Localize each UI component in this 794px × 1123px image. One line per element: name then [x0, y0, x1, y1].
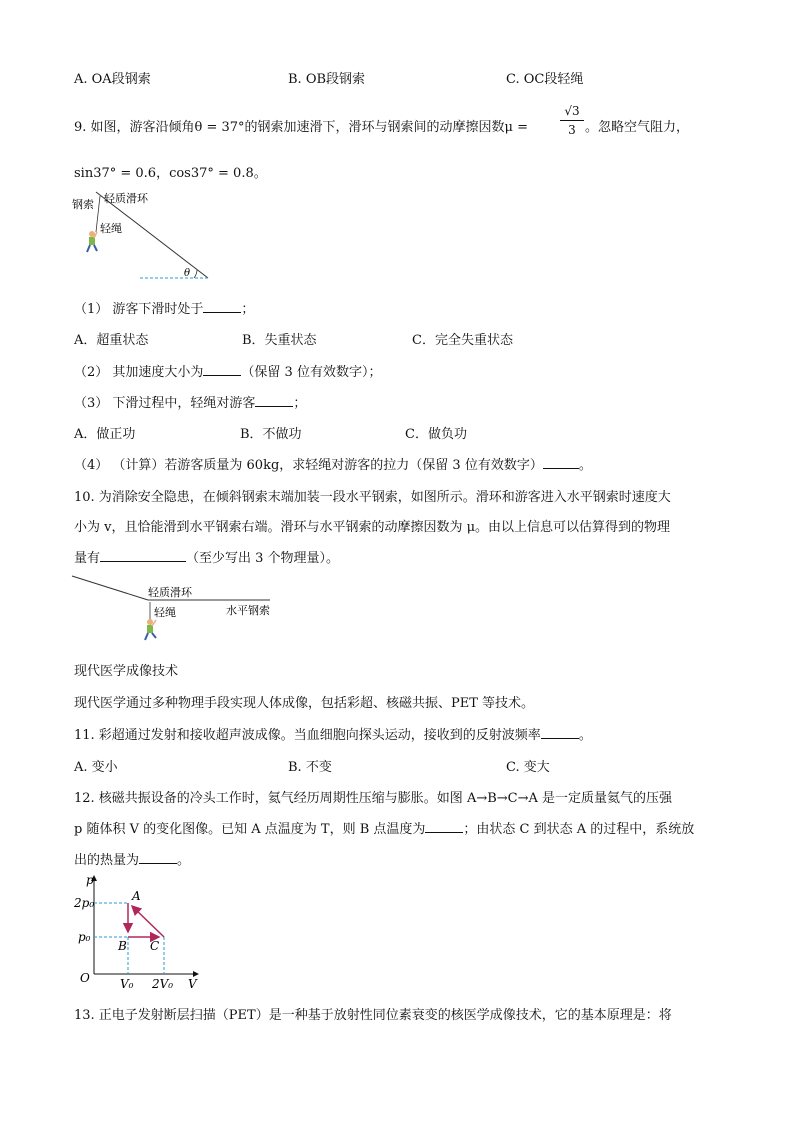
q10-line3-text: 量有 — [74, 551, 101, 566]
q12-line2-text: p 随体积 V 的变化图像。已知 A 点温度为 T，则 B 点温度为 — [74, 822, 426, 837]
q12-pv-graph — [74, 870, 214, 992]
q11-option-b: B. 不变 — [288, 760, 332, 775]
q9-stem-line2: sin37° = 0.6，cos37° = 0.8。 — [74, 166, 267, 181]
q12-point-b: B — [118, 939, 127, 953]
q10-figure — [70, 574, 290, 650]
q10-rope-label: 轻绳 — [154, 606, 176, 619]
q12-line3-end: 。 — [177, 853, 191, 868]
q9-part4-end: 。 — [578, 458, 592, 473]
q12-line3 — [74, 849, 190, 868]
q9-stem-end: 。忽略空气阻力， — [585, 120, 690, 135]
q9-part1-option-a: A．超重状态 — [74, 333, 149, 348]
q10-line3 — [74, 547, 339, 566]
q9-part3 — [74, 392, 306, 411]
q12-tick-p0: p₀ — [78, 930, 91, 944]
q12-tick-2p0: 2p₀ — [74, 896, 95, 910]
q9-mu-numerator: √3 — [560, 102, 584, 121]
q12-line2-end: ；由状态 C 到状态 A 的过程中，系统放 — [463, 822, 695, 837]
q9-cable-label: 钢索 — [72, 198, 94, 211]
q12-x-axis-label: V — [188, 977, 197, 991]
q12-y-axis-label: p — [86, 873, 94, 887]
q9-part4 — [74, 454, 592, 473]
q9-stem-line1 — [74, 116, 528, 135]
q9-angle-arc — [194, 270, 197, 278]
q10-line1: 10. 为消除安全隐患，在倾斜钢索末端加装一段水平钢索，如图所示。滑环和游客进入水平钢索时速度大 — [74, 490, 671, 505]
q8-option-a: A. OA段钢索 — [74, 72, 151, 87]
q9-mu-fraction — [560, 102, 584, 139]
q12-line2 — [74, 818, 694, 837]
q10-line2: 小为 v，且恰能滑到水平钢索右端。滑环与水平钢索的动摩擦因数为 μ。由以上信息可以估算得到的物理 — [74, 520, 671, 535]
q9-figure — [70, 188, 220, 284]
q9-part1-blank[interactable] — [203, 300, 241, 313]
q9-ring-label: 轻质滑环 — [104, 192, 148, 205]
q9-part1-option-c: C．完全失重状态 — [412, 333, 513, 348]
q9-part1-option-b: B．失重状态 — [242, 333, 317, 348]
q9-mu-denominator: 3 — [568, 123, 576, 137]
q10-horizontal-label: 水平钢索 — [226, 604, 270, 617]
q12-tick-v0: V₀ — [120, 977, 134, 991]
q8-option-b: B. OB段钢索 — [288, 72, 366, 87]
q9-part2 — [74, 361, 381, 380]
q11-option-c: C. 变大 — [506, 760, 550, 775]
q9-part3-blank[interactable] — [255, 394, 293, 407]
q10-tourist-figure — [145, 619, 156, 640]
q9-part1-text: （1） 游客下滑时处于 — [74, 302, 204, 317]
q9-part2-end: （保留 3 位有效数字）； — [241, 365, 382, 380]
section-intro: 现代医学通过多种物理手段实现人体成像，包括彩超、核磁共振、PET 等技术。 — [74, 696, 535, 711]
q12-origin-label: O — [80, 971, 90, 985]
q11-stem — [74, 724, 592, 743]
q12-line3-text: 出的热量为 — [74, 853, 140, 868]
q9-part1 — [74, 298, 254, 317]
q9-angle-label: θ — [184, 268, 191, 279]
q9-part3-option-c: C．做负功 — [405, 427, 467, 442]
q9-part3-option-a: A．做正功 — [74, 427, 136, 442]
q10-inclined-cable — [72, 576, 148, 600]
q9-part4-text: （4） （计算）若游客质量为 60kg，求轻绳对游客的拉力（保留 3 位有效数字） — [74, 458, 543, 473]
q11-blank[interactable] — [541, 726, 579, 739]
q12-blank-2[interactable] — [139, 851, 177, 864]
q9-part3-text: （3） 下滑过程中，轻绳对游客 — [74, 396, 256, 411]
q9-part2-blank[interactable] — [203, 363, 241, 376]
q9-part3-option-b: B．不做功 — [240, 427, 302, 442]
q12-tick-2v0: 2V₀ — [152, 977, 174, 991]
q9-part3-end: ； — [293, 396, 307, 411]
section-title: 现代医学成像技术 — [74, 664, 179, 679]
q10-blank[interactable] — [100, 549, 186, 562]
q12-blank-1[interactable] — [425, 820, 463, 833]
q11-stem-end: 。 — [578, 728, 592, 743]
q12-point-a: A — [132, 889, 141, 903]
q9-part2-text: （2） 其加速度大小为 — [74, 365, 204, 380]
q9-stem-text: 9. 如图，游客沿倾角θ = 37°的钢索加速滑下，滑环与钢索间的动摩擦因数μ = — [74, 120, 529, 135]
q13-line1: 13. 正电子发射断层扫描（PET）是一种基于放射性同位素衰变的核医学成像技术，它的基本原理是：将 — [74, 1008, 672, 1023]
q10-ring-label: 轻质滑环 — [148, 586, 192, 599]
q9-part1-end: ； — [241, 302, 255, 317]
q9-rope-label: 轻绳 — [100, 222, 122, 235]
q9-part4-blank[interactable] — [543, 456, 579, 469]
q12-arrow-c-to-a — [132, 906, 164, 937]
q11-option-a: A. 变小 — [74, 760, 118, 775]
q12-line1: 12. 核磁共振设备的冷头工作时，氦气经历周期性压缩与膨胀。如图 A→B→C→A 是一定质量氦气的压强 — [74, 791, 673, 806]
q11-stem-text: 11. 彩超通过发射和接收超声波成像。当血细胞向探头运动，接收到的反射波频率 — [74, 728, 541, 743]
q12-point-c: C — [150, 939, 160, 953]
q10-line3-end: （至少写出 3 个物理量）。 — [186, 551, 340, 566]
q8-option-c: C. OC段轻绳 — [506, 72, 584, 87]
q9-tourist-figure — [87, 231, 97, 252]
